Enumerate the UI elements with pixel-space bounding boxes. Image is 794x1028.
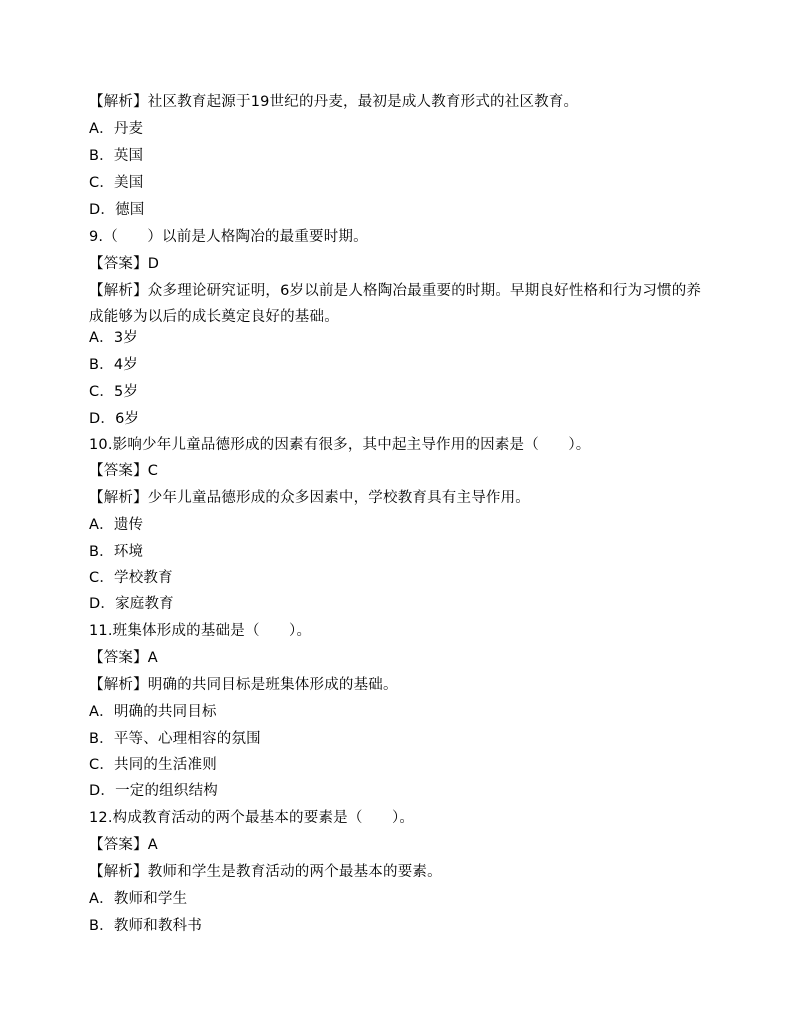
answer-text: 【答案】D <box>89 256 160 272</box>
option-d: D．6岁 <box>89 411 140 427</box>
option-c: C．共同的生活准则 <box>89 757 217 773</box>
option-c: C．学校教育 <box>89 570 173 586</box>
option-c: C．美国 <box>89 175 144 191</box>
option-d: D．一定的组织结构 <box>89 783 218 799</box>
question-12: 12.构成教育活动的两个最基本的要素是（ ）。 <box>89 810 415 826</box>
question-11: 11.班集体形成的基础是（ ）。 <box>89 623 312 639</box>
question-9: 9.（ ）以前是人格陶冶的最重要时期。 <box>89 229 368 245</box>
option-a: A．3岁 <box>89 330 138 346</box>
answer-text: 【答案】A <box>89 650 158 666</box>
option-b: B．环境 <box>89 544 144 560</box>
explanation-text: 【解析】明确的共同目标是班集体形成的基础。 <box>89 677 398 693</box>
question-10: 10.影响少年儿童品德形成的因素有很多，其中起主导作用的因素是（ ）。 <box>89 437 591 453</box>
answer-text: 【答案】A <box>89 837 158 853</box>
option-c: C．5岁 <box>89 384 139 400</box>
option-a: A．遗传 <box>89 517 144 533</box>
explanation-text: 【解析】教师和学生是教育活动的两个最基本的要素。 <box>89 864 442 880</box>
option-b: B．平等、心理相容的氛围 <box>89 731 261 747</box>
option-a: A．明确的共同目标 <box>89 704 217 720</box>
option-a: A．丹麦 <box>89 121 144 137</box>
option-d: D．德国 <box>89 202 145 218</box>
answer-text: 【答案】C <box>89 463 159 479</box>
explanation-text: 【解析】众多理论研究证明，6岁以前是人格陶冶最重要的时期。早期良好性格和行为习惯的养成能够为以后的成长奠定良好的基础。 <box>89 283 702 325</box>
explanation-text: 【解析】社区教育起源于19世纪的丹麦，最初是成人教育形式的社区教育。 <box>89 94 579 110</box>
option-b: B．教师和教科书 <box>89 918 203 934</box>
option-b: B．4岁 <box>89 357 138 373</box>
option-b: B．英国 <box>89 148 144 164</box>
option-a: A．教师和学生 <box>89 891 188 907</box>
explanation-text: 【解析】少年儿童品德形成的众多因素中，学校教育具有主导作用。 <box>89 490 530 506</box>
option-d: D．家庭教育 <box>89 596 174 612</box>
